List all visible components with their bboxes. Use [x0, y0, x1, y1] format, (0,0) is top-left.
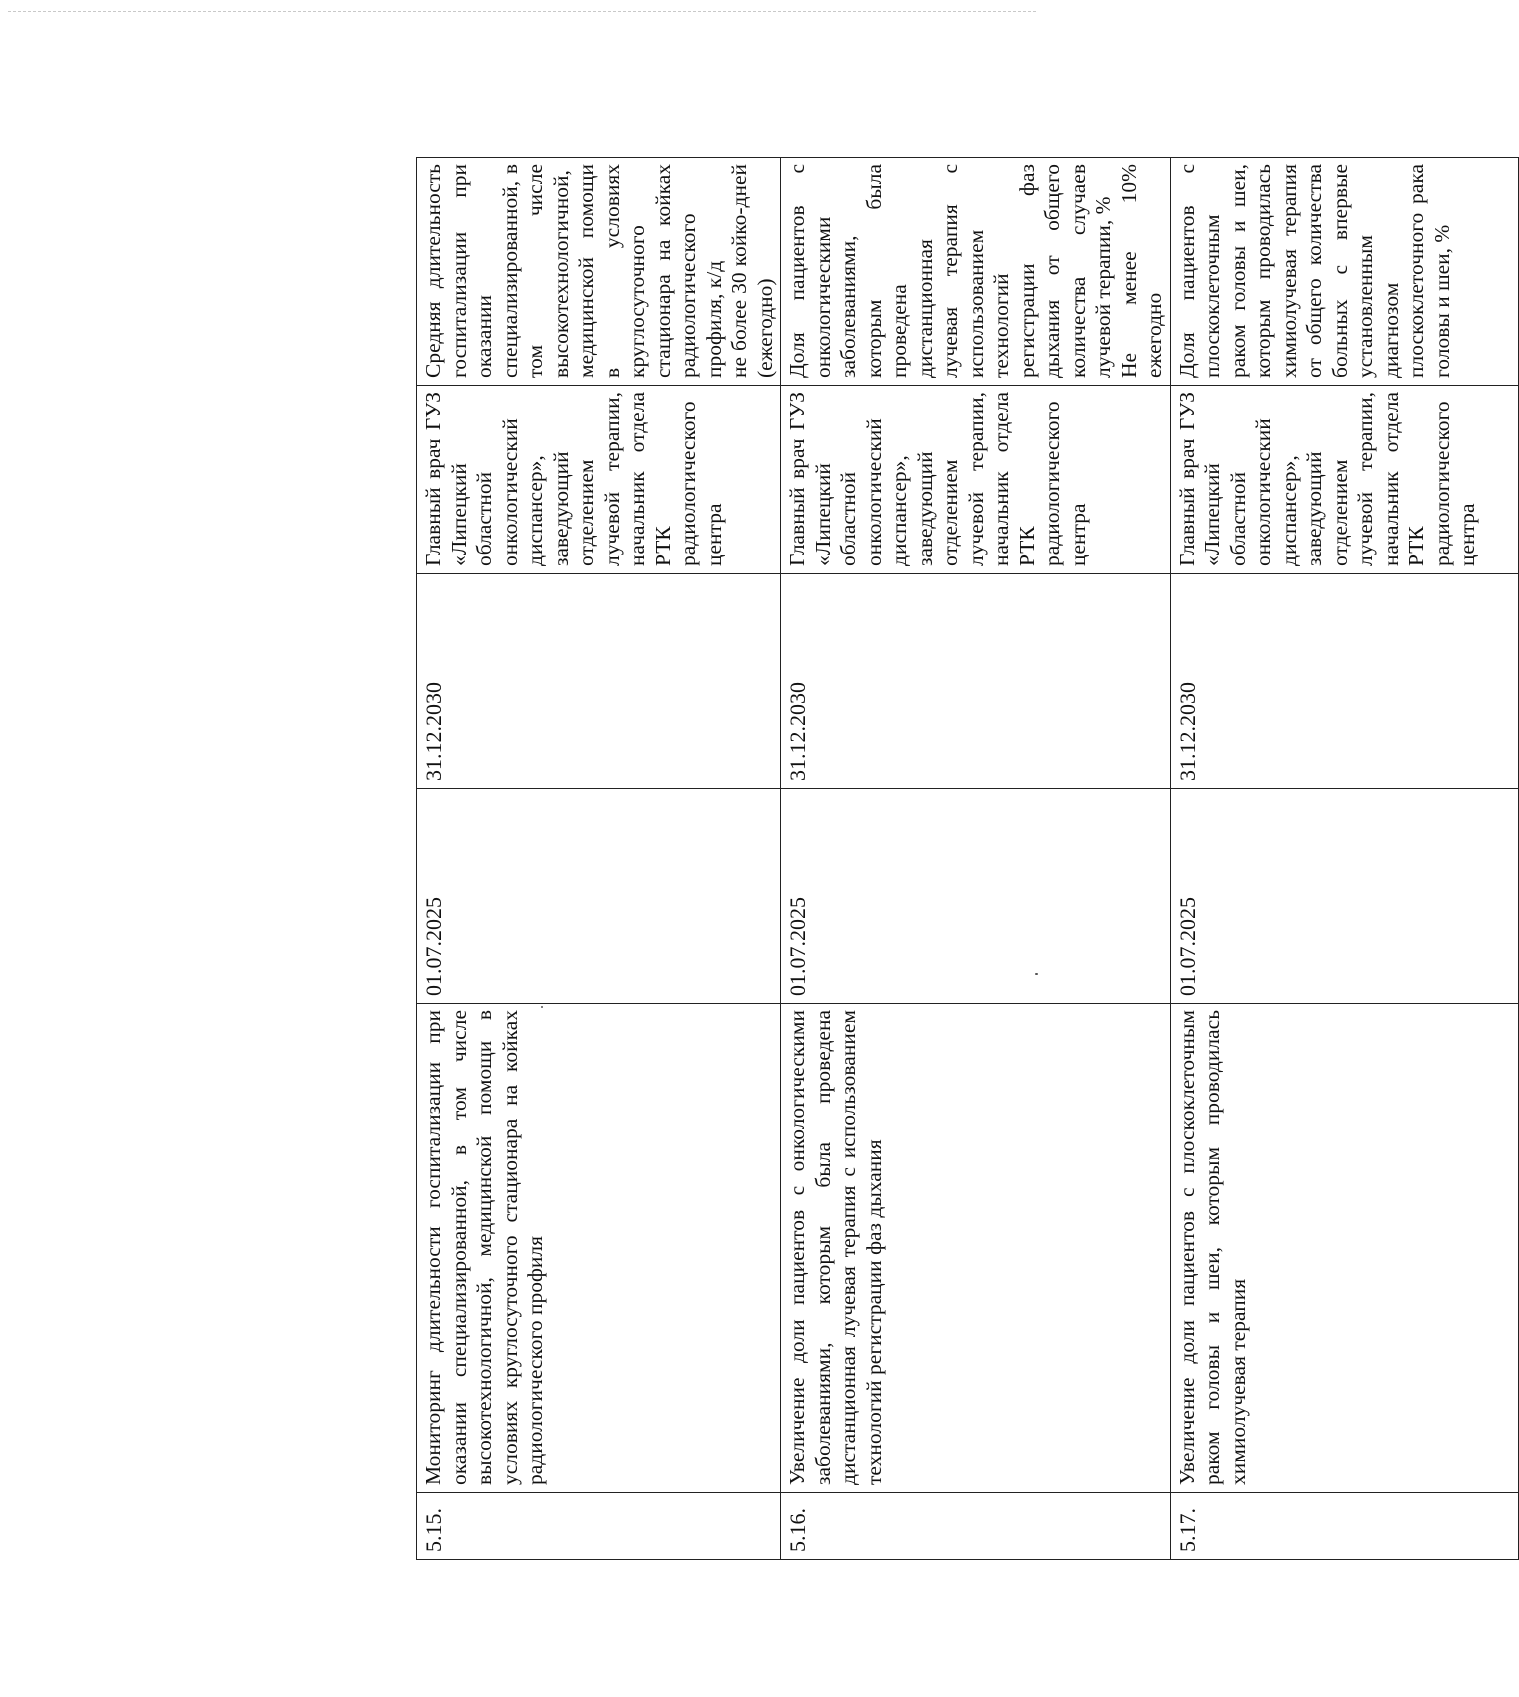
start-date: 01.07.2025 [1170, 789, 1518, 1004]
item-number: 5.15. [417, 1493, 781, 1560]
responsible-person: Главный врач ГУЗ «Липецкий областной онкологический диспансер», заведующий отделением лучевой терапии, начальник отдела РТК радиологического центра [417, 386, 781, 574]
indicator-target: не более 30 койко-дней (ежегодно) [727, 164, 777, 378]
indicator-target: Не менее 10% ежегодно [1116, 164, 1166, 378]
responsible-person: Главный врач ГУЗ «Липецкий областной онкологический диспансер», заведующий отделением лучевой терапии, начальник отдела РТК радиологического центра [781, 386, 1171, 574]
rotated-document-page [416, 158, 1479, 1560]
indicator-cell [781, 158, 1171, 386]
indicator-text: Средняя длительность госпитализации при оказании специализированной, в том числе высокотехнологичной, медицинской помощи в условиях круглосуточного стационара на койках радиологического профиля, к/д [421, 164, 726, 378]
item-number: 5.17. [1170, 1493, 1518, 1560]
end-date: 31.12.2030 [417, 574, 781, 789]
start-date: 01.07.2025 [781, 789, 1171, 1004]
indicator-cell [417, 158, 781, 386]
indicator-text: Доля пациентов с плоскоклеточным раком головы и шеи, которым проводилась химиолучевая терапия от общего количества больных с впервые установленным диагнозом плоскоклеточного рака головы и шеи, % [1174, 164, 1454, 378]
start-date: 01.07.2025 [417, 789, 781, 1004]
action-plan-table [416, 157, 1519, 1560]
responsible-person: Главный врач ГУЗ «Липецкий областной онкологический диспансер», заведующий отделением лучевой терапии, начальник отдела РТК радиологического центра [1170, 386, 1518, 574]
indicator-text: Доля пациентов с онкологическими заболеваниями, которым была проведена дистанционная лучевая терапия с использованием технологий регистрации фаз дыхания от общего количества случаев лучевой терапии, % [785, 164, 1115, 378]
table-row [417, 158, 781, 1560]
measure-description: Мониторинг длительности госпитализации при оказании специализированной, в том числе высокотехнологичной, медицинской помощи в условиях круглосуточного стационара на койках радиологического профиля [417, 1004, 781, 1493]
indicator-cell [1170, 158, 1518, 386]
table-row [781, 158, 1171, 1560]
measure-description: Увеличение доли пациентов с онкологическими заболеваниями, которым была проведена дистанционная лучевая терапия с использованием технологий регистрации фаз дыхания [781, 1004, 1171, 1493]
measure-description: Увеличение доли пациентов с плоскоклеточным раком головы и шеи, которым проводилась химиолучевая терапия [1170, 1004, 1518, 1493]
table-row [1170, 158, 1518, 1560]
scan-edge-line [8, 11, 1036, 12]
end-date: 31.12.2030 [1170, 574, 1518, 789]
end-date: 31.12.2030 [781, 574, 1171, 789]
item-number: 5.16. [781, 1493, 1171, 1560]
